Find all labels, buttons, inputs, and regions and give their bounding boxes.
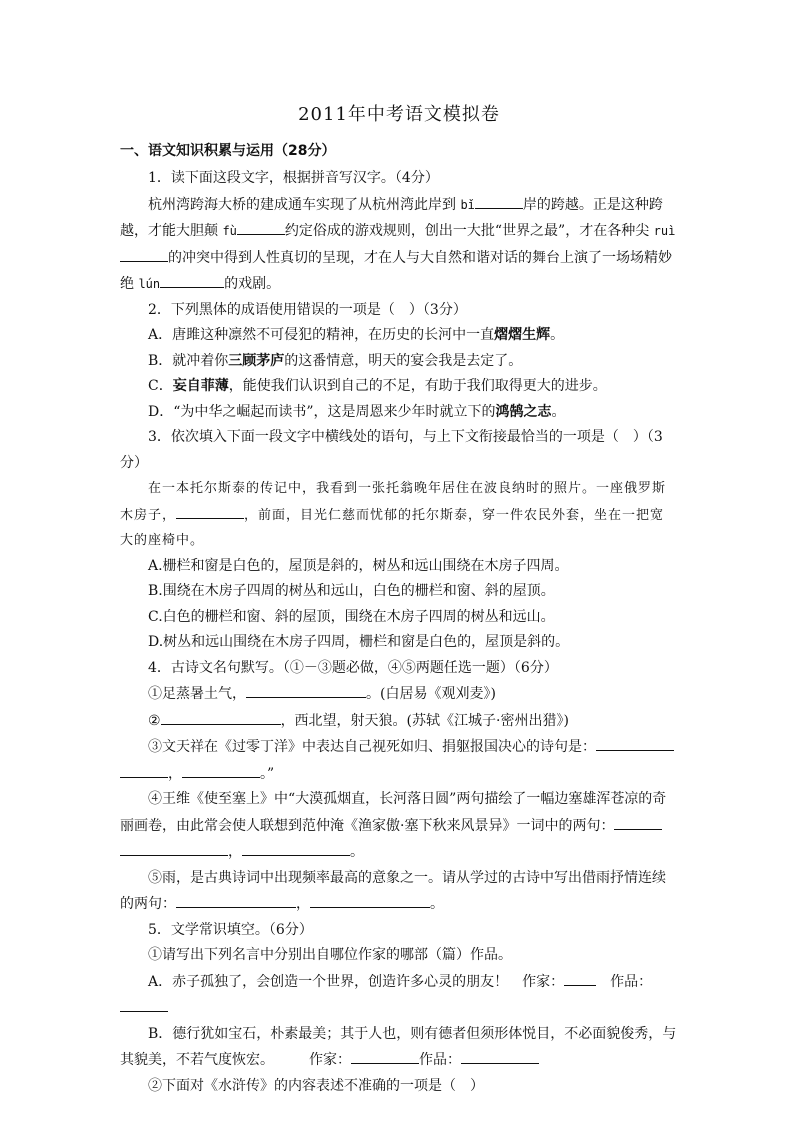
answer-blank[interactable] [596, 734, 674, 751]
question-1-passage [120, 192, 678, 298]
poem-line-4: ④王维《使至塞上》中“大漠孤烟直，长河落日圆”两句描绘了一幅边塞雄浑苍凉的奇丽画卷，由此常会使人联想到范仲淹《渔家傲·塞下秋来风景异》一词中的两句：， 。 [120, 791, 667, 860]
answer-blank[interactable] [564, 969, 596, 986]
bold-idiom: 熠熠生辉 [494, 327, 551, 343]
answer-blank[interactable] [120, 761, 168, 778]
answer-blank[interactable] [237, 218, 285, 235]
passage-text: 岸的跨越。正是这种跨越，才能大胆颠 [120, 196, 663, 239]
exam-page [120, 100, 678, 1099]
pinyin: ruì [653, 224, 676, 238]
answer-blank[interactable] [242, 839, 350, 856]
poem-line-1: ①足蒸暑土气， 。(白居易《观刈麦》) [120, 681, 678, 708]
option-c: C．妄自菲薄，能使我们认识到自己的不足，有助于我们取得更大的进步。 [148, 378, 607, 394]
question-5-sub-2: ②下面对《水浒传》的内容表述不准确的一项是（ ） [148, 1077, 484, 1094]
passage-text: 约定俗成的游戏规则，创出一大批“世界之最”，才在各种尖 [284, 223, 654, 239]
answer-blank[interactable] [246, 681, 366, 698]
passage-text: 的戏剧。 [224, 276, 281, 292]
answer-blank[interactable] [614, 813, 662, 830]
pinyin: bǐ [460, 197, 475, 212]
option-b: B.围绕在木房子四周的树丛和远山，白色的栅栏和窗、斜的屋顶。 [148, 583, 555, 599]
answer-blank[interactable] [351, 1047, 419, 1064]
option-b: B．德行犹如宝石，朴素最美；其于人也，则有德者但须形体悦目，不必面貌俊秀，与其貌美，不若气度恢宏。 作家： 作品： [120, 1025, 677, 1068]
answer-blank[interactable] [461, 1047, 539, 1064]
bold-idiom: 妄自菲薄 [172, 378, 229, 394]
answer-blank[interactable] [160, 271, 192, 288]
answer-blank[interactable] [120, 839, 228, 856]
option-c: C.白色的栅栏和窗、斜的屋顶，围绕在木房子四周的树丛和远山。 [148, 608, 555, 625]
passage-text: 杭州湾跨海大桥的建成通车实现了从杭州湾此岸到 [148, 196, 461, 213]
answer-blank[interactable] [120, 995, 168, 1012]
poem-line-5: ⑤雨，是古典诗词中出现频率最高的意象之一。请从学过的古诗中写出借雨抒情连续的两句： ， 。 [120, 869, 666, 912]
section-heading: 一、语文知识积累与运用（28分） [120, 143, 336, 159]
question-4-heading: 4．古诗文名句默写。（①－③题必做，④⑤两题任选一题）（6分） [148, 659, 558, 676]
option-a: A.栅栏和窗是白色的，屋顶是斜的，树丛和远山围绕在木房子四周。 [148, 557, 569, 574]
answer-blank[interactable] [475, 192, 523, 209]
bold-idiom: 鸿鹄之志 [495, 403, 552, 420]
question-5-sub-1: ①请写出下列名言中分别出自哪位作家的哪部（篇）作品。 [148, 947, 512, 963]
question-1-heading: 1．读下面这段文字，根据拼音写汉字。（4分） [148, 170, 439, 186]
option-a: A．唐雎这种凛然不可侵犯的精神，在历史的长河中一直熠熠生辉。 [148, 327, 565, 343]
option-a: A．赤子孤独了，会创造一个世界，创造许多心灵的朋友！ 作家： 作品： [120, 969, 678, 1022]
pinyin: fù [222, 224, 237, 238]
answer-blank[interactable] [161, 708, 281, 725]
answer-blank[interactable] [310, 891, 430, 908]
poem-line-2: ② ，西北望，射天狼。(苏轼《江城子·密州出猎》) [120, 708, 678, 735]
passage-text: 的冲突中得到人性真切的呈现，才在人与大自然和谐对话的舞台上演了一场场精妙绝 [120, 249, 672, 292]
question-5-heading: 5．文学常识填空。（6分） [148, 921, 313, 938]
answer-blank[interactable] [192, 271, 224, 288]
poem-line-3: ③文天祥在《过零丁洋》中表达自己视死如归、捐躯报国决心的诗句是：， 。” [120, 734, 678, 787]
question-3-passage: 在一本托尔斯泰的传记中，我看到一张托翁晚年居住在波良纳时的照片。一座俄罗斯木房子， ，前面，目光仁慈而忧郁的托尔斯泰，穿一件农民外套，坐在一把宽大的座椅中。 [120, 481, 667, 548]
answer-blank[interactable] [120, 245, 168, 262]
pinyin: lún [138, 277, 161, 291]
option-b: B．就冲着你三顾茅庐的这番情意，明天的宴会我是去定了。 [148, 352, 523, 369]
page-title: 2011年中考语文模拟卷 [298, 104, 500, 125]
answer-blank[interactable] [176, 891, 296, 908]
bold-idiom: 三顾茅庐 [228, 352, 285, 369]
option-d: D．“为中华之崛起而读书”，这是周恩来少年时就立下的鸿鹄之志。 [148, 403, 566, 420]
option-d: D.树丛和远山围绕在木房子四周，栅栏和窗是白色的，屋顶是斜的。 [148, 634, 570, 650]
question-3-heading: 3．依次填入下面一段文字中横线处的语句，与上下文衔接最恰当的一项是（ ）（3分） [120, 429, 663, 471]
answer-blank[interactable] [176, 502, 244, 519]
question-2-heading: 2．下列黑体的成语使用错误的一项是（ ）（3分） [148, 301, 467, 318]
answer-blank[interactable] [182, 761, 260, 778]
